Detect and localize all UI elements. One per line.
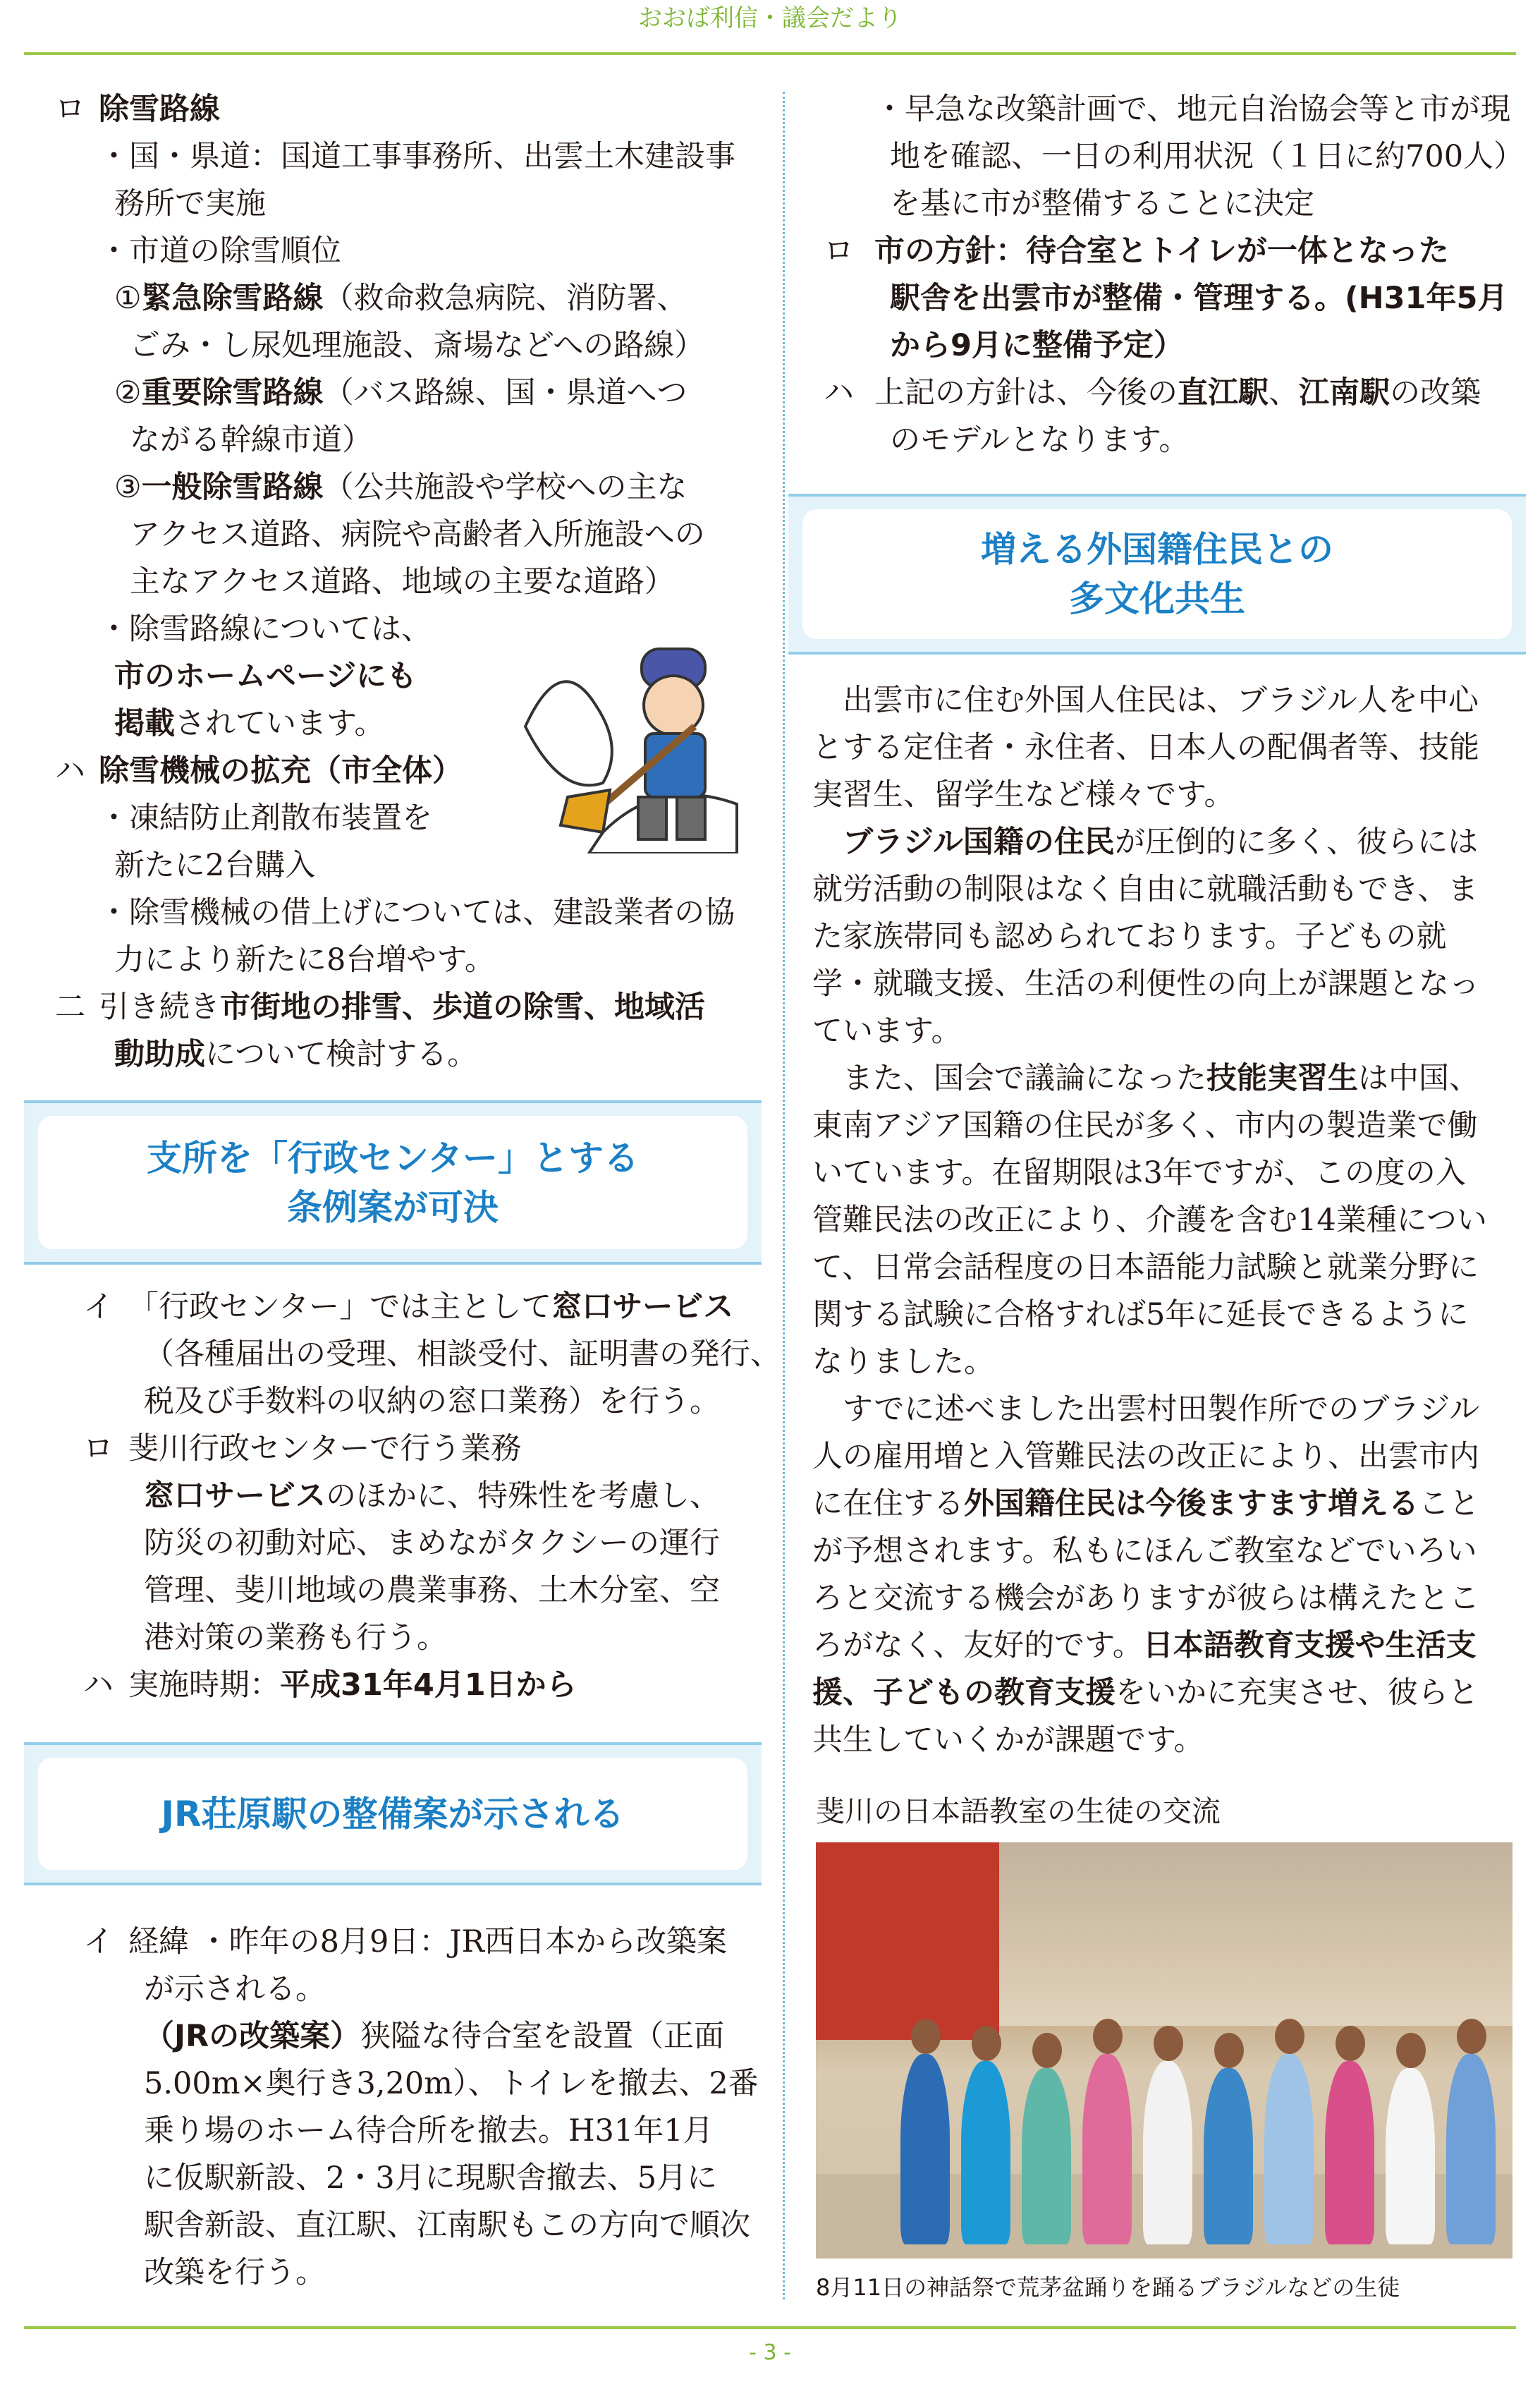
text-line <box>812 1528 1517 1575</box>
text-line <box>812 1386 1517 1433</box>
person-figure <box>1082 2054 1132 2244</box>
photo-caption: 8月11日の神話祭で荒茅盆踊りを踊るブラジルなどの生徒 <box>816 2274 1400 2301</box>
gyosei-center-list <box>83 1284 781 1709</box>
body-text: （バス路線、国・県道へつ <box>323 375 688 411</box>
emphasis-text: （JRの改築案） <box>144 2019 361 2054</box>
person-head <box>1275 2019 1304 2054</box>
text-line <box>83 1520 767 1567</box>
emphasis-text: 技能実習生 <box>1206 1061 1358 1096</box>
snow-shoveling-illustration <box>518 621 744 853</box>
text-line <box>83 2108 767 2155</box>
text-line <box>812 1717 1517 1764</box>
emphasis-text: 掲載 <box>114 706 175 741</box>
body-text: 管難民法の改正により、介護を含む14業種につい <box>812 1203 1487 1238</box>
text-line <box>812 1433 1517 1481</box>
body-text: とする定住者・永住者、日本人の配偶者等、技能 <box>812 730 1479 765</box>
emphasis-text: 直江駅 <box>1178 375 1269 411</box>
text-line <box>83 1615 767 1662</box>
jr-station-list <box>83 1919 767 2297</box>
body-text: に仮駅新設、2・3月に現駅舎撤去、5月に <box>144 2160 718 2196</box>
body-text: いています。在留期限は3年ですが、この度の入 <box>812 1155 1466 1191</box>
body-text: 狭隘な待合室を設置（正面 <box>360 2019 725 2054</box>
body-text: 実施時期： <box>128 1667 280 1703</box>
emphasis-text: 除雪機械の拡充（市全体） <box>99 753 463 789</box>
body-text: ③ <box>114 470 142 505</box>
emphasis-text: 駅舎を出雲市が整備・管理する。(H31年5月 <box>890 281 1508 316</box>
text-line <box>55 889 767 937</box>
banner-title-line: 多文化共生 <box>1069 578 1245 619</box>
person-head <box>972 2026 1001 2061</box>
text-line <box>812 913 1517 961</box>
list-marker: イ <box>83 1924 114 1959</box>
body-text: ・凍結防止剤散布装置を <box>99 801 432 836</box>
body-text: は中国、 <box>1358 1061 1479 1096</box>
emphasis-text: 外国籍住民は今後ますます増える <box>964 1486 1419 1521</box>
text-line <box>83 1284 767 1331</box>
banner-title-line: JR荘原駅の整備案が示される <box>161 1793 625 1835</box>
body-text: されています。 <box>175 706 385 741</box>
body-text: ・早急な改築計画で、地元自治協会等と市が現 <box>874 92 1511 127</box>
text-line <box>83 1919 767 1966</box>
body-text: 上記の方針は、今後の <box>874 375 1178 411</box>
list-marker: ハ <box>83 1667 114 1703</box>
body-text: （公共施設や学校への主な <box>323 470 688 505</box>
text-line <box>824 322 1522 370</box>
text-line <box>55 937 767 984</box>
body-text: 人の雇用増と入管難民法の改正により、出雲市内 <box>812 1439 1479 1474</box>
text-line <box>812 1670 1517 1717</box>
list-marker: イ <box>83 1289 114 1325</box>
person-head <box>1154 2026 1183 2061</box>
body-text: 就労活動の制限はなく自由に就職活動もでき、ま <box>812 872 1479 907</box>
body-text: （各種届出の受理、相談受付、証明書の発行、 <box>144 1337 781 1372</box>
text-line <box>824 417 1522 464</box>
body-text: 実習生、留学生など様々です。 <box>812 777 1235 813</box>
text-line <box>83 2202 767 2249</box>
emphasis-text: 窓口サービス <box>551 1289 734 1325</box>
body-text: 防災の初動対応、まめながタクシーの運行 <box>144 1526 720 1561</box>
text-line <box>55 417 767 464</box>
emphasis-text: 日本語教育支援や生活支 <box>1142 1628 1477 1663</box>
body-text: 力により新たに8台増やす。 <box>114 942 495 978</box>
emphasis-text: 緊急除雪路線 <box>141 281 324 316</box>
jr-plan-continued <box>824 86 1522 464</box>
text-line <box>55 511 767 559</box>
body-text: こと <box>1419 1486 1479 1521</box>
text-line <box>83 1662 767 1709</box>
text-line <box>812 1339 1517 1386</box>
body-text: 改築を行う。 <box>144 2255 326 2290</box>
section-banner-gyosei-center <box>24 1100 762 1265</box>
person-figure <box>900 2054 950 2244</box>
list-marker: ハ <box>824 375 854 411</box>
text-line <box>824 228 1522 275</box>
text-line <box>824 275 1522 322</box>
body-text: 税及び手数料の収納の窓口業務）を行う。 <box>144 1384 720 1419</box>
text-line <box>83 2249 767 2297</box>
person-figure <box>1204 2068 1253 2244</box>
text-line <box>812 724 1517 772</box>
emphasis-text: 平成31年4月1日から <box>280 1667 577 1703</box>
banner-title-line: 支所を「行政センター」とする <box>147 1137 639 1179</box>
body-text: を基に市が整備することに決定 <box>890 186 1314 221</box>
list-marker: ロ <box>83 1431 114 1466</box>
body-text: 乗り場のホーム待合所を撤去。H31年1月 <box>144 2113 714 2148</box>
person-head <box>1093 2019 1123 2054</box>
text-line <box>812 1291 1517 1339</box>
body-text: 関する試験に合格すれば5年に延長できるように <box>812 1297 1469 1332</box>
body-text: て、日常会話程度の日本語能力試験と就業分野に <box>812 1250 1479 1285</box>
text-line <box>55 370 767 417</box>
body-text: また、国会で議論になった <box>812 1061 1206 1096</box>
text-line <box>55 559 767 606</box>
body-text: ② <box>114 375 142 411</box>
body-text: 学・就職支援、生活の利便性の向上が課題となっ <box>812 966 1479 1002</box>
body-text: すでに述べました出雲村田製作所でのブラジル <box>812 1392 1480 1427</box>
body-text: 、 <box>1269 375 1299 411</box>
body-text: ・市道の除雪順位 <box>99 233 341 269</box>
body-text: ながる幹線市道） <box>130 423 372 458</box>
emphasis-text: 重要除雪路線 <box>141 375 324 411</box>
text-line <box>83 1567 767 1615</box>
person-figure <box>961 2061 1010 2244</box>
body-text: に在住する <box>812 1486 964 1521</box>
footer-rule <box>24 2326 1516 2329</box>
emphasis-text: 市のホームページにも <box>114 659 417 694</box>
text-line <box>55 1031 767 1078</box>
text-line <box>812 1622 1517 1670</box>
emphasis-text: ブラジル国籍の住民 <box>843 825 1115 860</box>
text-line <box>812 772 1517 819</box>
person-figure <box>1143 2061 1192 2244</box>
text-line <box>824 181 1522 228</box>
text-line <box>55 984 767 1031</box>
body-text: をいかに充実させ、彼らと <box>1116 1675 1479 1710</box>
body-text: なりました。 <box>812 1344 994 1380</box>
text-line <box>812 1008 1517 1055</box>
text-line <box>83 1331 781 1378</box>
text-line <box>824 133 1522 181</box>
text-line <box>812 677 1517 724</box>
body-text: （救命救急病院、消防署、 <box>323 281 688 316</box>
body-text: が予想されます。私もにほんご教室などでいろい <box>812 1533 1477 1569</box>
text-line <box>812 1102 1517 1150</box>
emphasis-text: から9月に整備予定） <box>890 328 1184 363</box>
emphasis-text: 窓口サービス <box>144 1478 326 1514</box>
text-line <box>812 866 1517 913</box>
body-text: ・除雪機械の借上げについては、建設業者の協 <box>99 895 735 930</box>
body-text: ・国・県道：国道工事事務所、出雲土木建設事 <box>99 139 735 174</box>
banner-title-line: 増える外国籍住民との <box>981 529 1333 570</box>
person-figure <box>1264 2054 1314 2244</box>
text-line <box>55 133 767 181</box>
text-line <box>55 464 767 511</box>
text-line <box>812 1150 1517 1197</box>
emphasis-text: 江南駅 <box>1299 375 1390 411</box>
text-line <box>83 2060 767 2108</box>
body-text: 管理、斐川地域の農業事務、土木分室、空 <box>144 1573 720 1608</box>
snow-removal-list <box>55 86 767 1078</box>
newsletter-header-title: おおば利信・議会だより <box>638 4 902 32</box>
emphasis-text: 動助成 <box>114 1037 205 1072</box>
body-text: ① <box>114 281 142 316</box>
section-banner-multicultural <box>788 494 1526 655</box>
person-head <box>1457 2019 1486 2054</box>
emphasis-text: 市の方針：待合室とトイレが一体となった <box>874 233 1449 269</box>
person-figure <box>1386 2068 1435 2244</box>
text-line <box>55 322 767 370</box>
emphasis-text: 除雪路線 <box>99 92 220 127</box>
text-line <box>812 1481 1517 1528</box>
text-line <box>83 2155 767 2202</box>
text-line <box>83 1426 767 1473</box>
person-figure <box>1325 2061 1374 2244</box>
list-marker: 二 <box>55 990 85 1025</box>
body-text: について検討する。 <box>205 1037 478 1072</box>
multicultural-body <box>812 677 1517 1764</box>
body-text: 東南アジア国籍の住民が多く、市内の製造業で働 <box>812 1108 1478 1143</box>
text-line <box>812 1055 1517 1102</box>
person-head <box>1214 2033 1244 2068</box>
text-line <box>824 370 1522 417</box>
body-text: のモデルとなります。 <box>890 423 1190 458</box>
body-text: アクセス道路、病院や高齢者入所施設への <box>130 517 705 552</box>
section-banner-jr-station <box>24 1742 762 1885</box>
body-text: ろがなく、友好的です。 <box>812 1628 1143 1663</box>
body-text <box>812 825 843 860</box>
text-line <box>55 86 767 133</box>
text-line <box>83 1473 767 1520</box>
emphasis-text: 市街地の排雪、歩道の除雪、地域活 <box>220 990 705 1025</box>
header-rule <box>24 52 1516 55</box>
body-text: 駅舎新設、直江駅、江南駅もこの方向で順次 <box>144 2208 750 2243</box>
person-figure <box>1022 2068 1071 2244</box>
text-line <box>824 86 1522 133</box>
person-head <box>1396 2033 1426 2068</box>
body-text: 地を確認、一日の利用状況（１日に約700人） <box>890 139 1524 174</box>
emphasis-text: 援、子どもの教育支援 <box>812 1675 1116 1710</box>
body-text: が示される。 <box>144 1971 326 2007</box>
text-line <box>83 2013 767 2060</box>
classroom-group-photo <box>816 1842 1512 2259</box>
text-line <box>83 1378 767 1426</box>
text-line <box>812 1197 1517 1244</box>
photo-title: 斐川の日本語教室の生徒の交流 <box>816 1794 1221 1828</box>
text-line <box>55 228 767 275</box>
body-text: ろと交流する機会がありますが彼らは構えたとこ <box>812 1581 1479 1616</box>
body-text: が圧倒的に多く、彼らには <box>1114 825 1479 860</box>
body-text: 新たに2台購入 <box>114 848 316 883</box>
text-line <box>812 961 1517 1008</box>
person-head <box>911 2019 941 2054</box>
body-text: 主なアクセス道路、地域の主要な道路） <box>130 564 675 600</box>
text-line <box>55 181 767 228</box>
body-text: の改築 <box>1390 375 1481 411</box>
body-text: 共生していくかが課題です。 <box>812 1722 1204 1758</box>
text-line <box>812 1575 1517 1622</box>
page-number: - 3 - <box>749 2340 791 2365</box>
body-text: 5.00m×奥行き3,20m）、トイレを撤去、2番 <box>144 2066 759 2101</box>
body-text: 務所で実施 <box>114 186 266 221</box>
body-text: 斐川行政センターで行う業務 <box>128 1431 522 1466</box>
body-text: 引き続き <box>99 990 220 1025</box>
text-line <box>83 1966 767 2013</box>
body-text: 港対策の業務も行う。 <box>144 1620 447 1655</box>
banner-title-line: 条例案が可決 <box>287 1186 499 1228</box>
body-text: ごみ・し尿処理施設、斎場などへの路線） <box>130 328 705 363</box>
body-text: のほかに、特殊性を考慮し、 <box>326 1478 720 1514</box>
person-head <box>1032 2033 1062 2068</box>
body-text: た家族帯同も認められております。子どもの就 <box>812 919 1447 954</box>
list-marker: ロ <box>824 233 854 269</box>
emphasis-text: 一般除雪路線 <box>141 470 324 505</box>
list-marker: ロ <box>55 92 85 127</box>
text-line <box>812 819 1517 866</box>
person-figure <box>1446 2054 1496 2244</box>
body-text: ています。 <box>812 1014 962 1049</box>
body-text: 出雲市に住む外国人住民は、ブラジル人を中心 <box>812 683 1479 718</box>
list-marker: ハ <box>55 753 85 789</box>
column-divider <box>783 92 785 2299</box>
body-text: 「行政センター」では主として <box>128 1289 552 1325</box>
text-line <box>812 1244 1517 1291</box>
body-text: 経緯 ・昨年の8月9日：JR西日本から改築案 <box>128 1924 727 1959</box>
person-head <box>1336 2026 1365 2061</box>
text-line <box>55 275 767 322</box>
body-text: ・除雪路線については、 <box>99 612 432 647</box>
